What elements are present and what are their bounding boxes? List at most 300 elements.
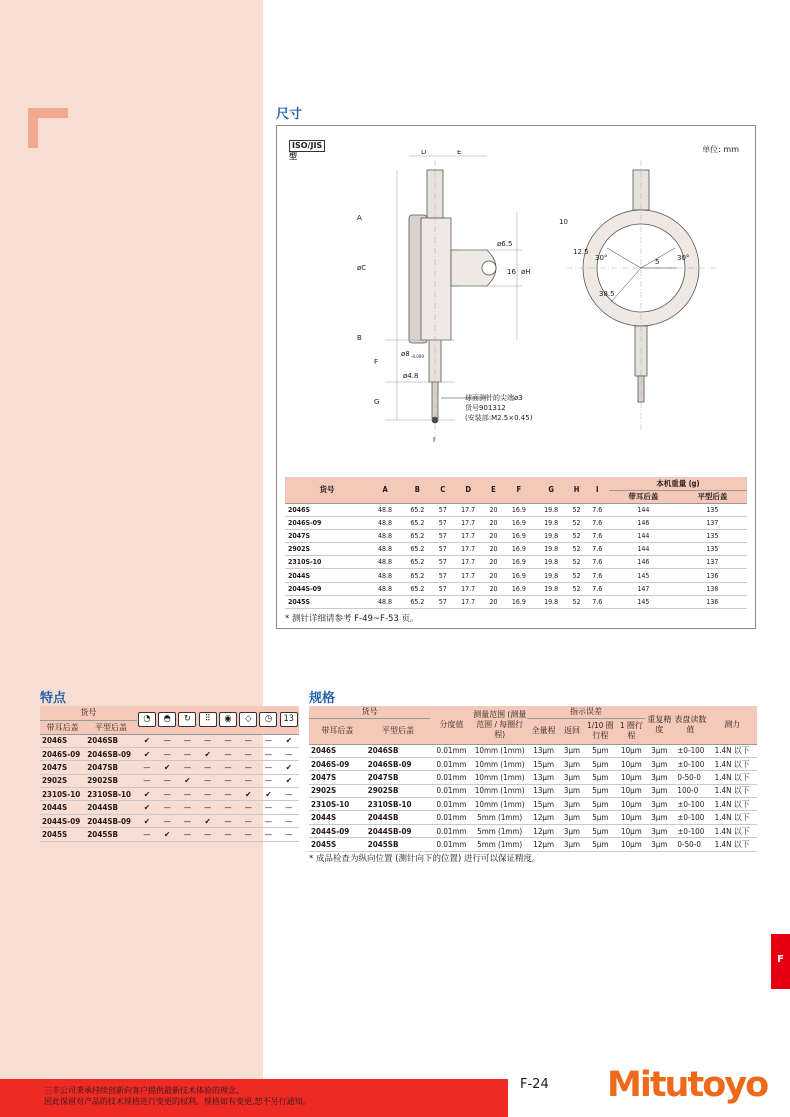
spec-table-row	[309, 824, 757, 837]
dim-table-row-cell: 57	[434, 529, 452, 542]
feat-table-row-cell: 2046S	[40, 734, 85, 747]
dimensions-note: * 测针详细请参考 F-49~F-53 页。	[285, 614, 419, 624]
dim-table-row-cell: 7.6	[586, 503, 609, 516]
feat-table-row-cell: —	[279, 747, 299, 760]
spec-header-return: 返回	[561, 718, 584, 744]
dim-16-label: 16	[507, 268, 516, 276]
spec-table-row-cell: 10µm	[617, 824, 645, 837]
spec-table-row-cell: 2310SB-10	[366, 798, 431, 811]
spec-table-row-cell: 3µm	[561, 744, 584, 757]
spec-table-row-cell: 10mm (1mm)	[473, 757, 527, 770]
dim-table-row-cell: 65.2	[401, 503, 433, 516]
feat-table-row-cell: —	[157, 747, 177, 760]
specs-note: * 成品检查为纵向位置 (测针向下的位置) 进行可以保证精度。	[309, 854, 541, 864]
specs-title: 规格	[309, 691, 336, 706]
dim-e-label: E	[457, 150, 462, 156]
spec-table-row-cell: 10mm (1mm)	[473, 771, 527, 784]
dim-table-row-cell: 7.6	[586, 569, 609, 582]
feat-table-row-cell: ✔	[157, 828, 177, 841]
front-view	[567, 160, 717, 430]
spec-table-row-cell: 3µm	[561, 784, 584, 797]
dim-table-row-cell: 2902S	[285, 543, 369, 556]
feat-icon-cell	[238, 706, 258, 734]
spec-header-code: 货号	[309, 706, 430, 718]
dim-phi48-label: ø4.8	[403, 372, 419, 380]
spec-header-error: 指示误差	[527, 706, 646, 718]
dim-table-row-cell: 16.9	[503, 503, 535, 516]
feat-table-row-cell: —	[218, 801, 238, 814]
feat-table-row-cell: —	[279, 788, 299, 801]
feat-table-row-cell: —	[157, 788, 177, 801]
feat-table-row-cell: —	[177, 747, 197, 760]
spec-table-row-cell: 2044SB	[366, 811, 431, 824]
dim-table-row-cell: 65.2	[401, 582, 433, 595]
dim-table-row-cell: 2044S-09	[285, 582, 369, 595]
dim-table-row-cell: 52	[567, 556, 585, 569]
feat-table-row-cell: —	[218, 734, 238, 747]
spec-table-row	[309, 771, 757, 784]
feat-table-row-cell: ✔	[157, 761, 177, 774]
feat-table-row-cell: —	[157, 774, 177, 787]
spec-table-row-cell: 3µm	[561, 824, 584, 837]
dim-table-row-cell: 52	[567, 543, 585, 556]
spec-table-row-cell: 5µm	[583, 744, 617, 757]
feat-table-row-cell: —	[137, 828, 157, 841]
body-side	[421, 218, 451, 340]
dim-table-row-cell: 20	[484, 516, 502, 529]
dim-table-row-cell: 137	[678, 516, 747, 529]
features-title: 特点	[40, 691, 67, 706]
spec-table-row	[309, 744, 757, 757]
dimensions-panel	[276, 125, 756, 629]
dim-f-label: F	[374, 358, 379, 366]
dim-table-row-cell: 57	[434, 543, 452, 556]
spec-header-full: 全量程	[527, 718, 561, 744]
note-part-number: 货号901312	[465, 404, 506, 412]
dim-table-row-cell: 48.8	[369, 516, 401, 529]
dim-table-row-cell: 17.7	[452, 569, 484, 582]
dim-table-row-cell: 20	[484, 503, 502, 516]
dim-table-row-cell: 57	[434, 503, 452, 516]
lug-hole	[482, 261, 496, 275]
spec-header-flat: 平型后盖	[366, 718, 431, 744]
spec-table-row-cell: 10mm (1mm)	[473, 744, 527, 757]
dim-table-row-cell: 17.7	[452, 543, 484, 556]
dial-face-icon: ◷	[259, 712, 277, 727]
dim-table-row-cell: 2310S-10	[285, 556, 369, 569]
spec-table-row-cell: 3µm	[645, 757, 673, 770]
spec-table-row-cell: 2045SB	[366, 838, 431, 851]
dim-table-row-cell: 48.8	[369, 569, 401, 582]
dim-header-code: 货号	[285, 477, 369, 503]
dim-header-a: A	[369, 477, 401, 503]
feat-table-row-cell: —	[177, 761, 197, 774]
rotate-icon: ↻	[178, 712, 196, 727]
spec-header-force: 测力	[707, 706, 757, 744]
dim-table-row-cell: 136	[678, 569, 747, 582]
feat-table-row-cell: —	[238, 761, 258, 774]
dim-phih-label: øH	[521, 268, 531, 276]
spec-table-row-cell: 2046SB	[366, 744, 431, 757]
dimensions-table-body	[285, 503, 747, 609]
spec-header-repeat: 重复精度	[645, 706, 673, 744]
dim-table-row-cell: 135	[678, 529, 747, 542]
spec-table-row-cell: 5µm	[583, 824, 617, 837]
spec-table-row-cell: 3µm	[561, 811, 584, 824]
spec-table-row-cell: 3µm	[645, 824, 673, 837]
spec-table-row-cell: 3µm	[645, 838, 673, 851]
dim-table-row-cell: 16.9	[503, 516, 535, 529]
dim-table-row-cell: 7.6	[586, 543, 609, 556]
dim-table-row-cell: 20	[484, 595, 502, 608]
dim-table-row-cell: 65.2	[401, 556, 433, 569]
dim-b-label: B	[357, 334, 362, 342]
feat-table-row-cell: —	[177, 734, 197, 747]
dim-header-e: E	[484, 477, 502, 503]
spec-header-tenth: 1/10 圈行程	[583, 718, 617, 744]
spec-table-row-cell: 3µm	[645, 784, 673, 797]
left-color-band	[0, 0, 263, 1117]
spec-table-row-cell: 3µm	[561, 757, 584, 770]
spec-table-row-cell: 3µm	[561, 771, 584, 784]
dim-table-row-cell: 19.8	[535, 503, 567, 516]
dim-table-row-cell: 137	[678, 556, 747, 569]
feat-table-row-cell: —	[198, 734, 218, 747]
dim-table-row-cell: 16.9	[503, 529, 535, 542]
spec-table-row-cell: 1.4N 以下	[707, 744, 757, 757]
feat-table-row-cell: —	[238, 801, 258, 814]
feat-table-row	[40, 761, 299, 774]
dim-table-row-cell: 48.8	[369, 582, 401, 595]
feat-table-row-cell: —	[157, 814, 177, 827]
feat-table-row-cell: 2044SB-09	[85, 814, 136, 827]
feat-table-row-cell: —	[218, 814, 238, 827]
spec-table-row-cell: 0.01mm	[430, 798, 472, 811]
feat-table-row-cell: —	[198, 761, 218, 774]
spec-table-row-cell: 0.01mm	[430, 784, 472, 797]
dim-table-row-cell: 57	[434, 556, 452, 569]
spec-table-row-cell: 5mm (1mm)	[473, 811, 527, 824]
feat-table-row-cell: —	[137, 774, 157, 787]
feat-table-row-cell: —	[258, 801, 278, 814]
spec-table-row-cell: 5µm	[583, 771, 617, 784]
dim-table-row-cell: 52	[567, 582, 585, 595]
spec-table-row-cell: 5mm (1mm)	[473, 824, 527, 837]
spec-table-row	[309, 784, 757, 797]
dim-table-row-cell: 52	[567, 503, 585, 516]
feat-table-row-cell: 2046SB-09	[85, 747, 136, 760]
specs-table	[309, 706, 757, 852]
feat-table-row-cell: 2310S-10	[40, 788, 85, 801]
feat-table-row-cell: —	[238, 814, 258, 827]
feat-table-row-cell: —	[238, 774, 258, 787]
feat-icon-cell	[198, 706, 218, 734]
feat-table-row-cell: —	[177, 801, 197, 814]
feat-table-row-cell: —	[157, 734, 177, 747]
front-dim-10: 10	[559, 218, 568, 226]
mitutoyo-logo: Mitutoyo	[607, 1065, 768, 1105]
feat-table-row-cell: —	[279, 801, 299, 814]
feat-table-row-cell: 2046S-09	[40, 747, 85, 760]
dim-table-row-cell: 2044S	[285, 569, 369, 582]
dim-table-row-cell: 135	[678, 503, 747, 516]
feat-header-flat: 平型后盖	[85, 720, 136, 734]
spec-table-row-cell: 3µm	[645, 771, 673, 784]
spec-table-row-cell: 3µm	[645, 798, 673, 811]
spec-table-row-cell: 10µm	[617, 811, 645, 824]
spec-table-row-cell: 0.01mm	[430, 838, 472, 851]
feat-table-row	[40, 788, 299, 801]
features-table-body	[40, 734, 299, 841]
gauge-icon: ◔	[138, 712, 156, 727]
feat-table-row-cell: —	[218, 774, 238, 787]
feat-table-row-cell: —	[258, 774, 278, 787]
feat-table-row-cell: 2310SB-10	[85, 788, 136, 801]
dim-table-row-cell: 48.8	[369, 595, 401, 608]
feat-header-code: 货号	[40, 706, 137, 720]
dim-table-row-cell: 19.8	[535, 516, 567, 529]
spec-table-row-cell: 15µm	[527, 757, 561, 770]
spec-table-row-cell: 5µm	[583, 798, 617, 811]
dim-table-row-cell: 48.8	[369, 543, 401, 556]
feat-icon-cell	[137, 706, 157, 734]
spec-table-row-cell: 13µm	[527, 744, 561, 757]
spec-header-grad: 分度值	[430, 706, 472, 744]
dim-header-weight: 本机重量 (g)	[609, 477, 747, 490]
spec-table-row-cell: 3µm	[561, 798, 584, 811]
feat-table-row-cell: —	[198, 801, 218, 814]
dim-table-row	[285, 595, 747, 608]
feat-table-row-cell: ✔	[137, 814, 157, 827]
feat-table-row-cell: ✔	[258, 788, 278, 801]
footer-line-1: 三丰公司秉承持续创新向客户提供最新技术体验的理念,	[44, 1086, 239, 1095]
feat-table-row-cell: —	[198, 774, 218, 787]
spec-header-dial: 表盘读数值	[673, 706, 707, 744]
feat-icon-cell	[279, 706, 299, 734]
spec-table-row-cell: 1.4N 以下	[707, 784, 757, 797]
feat-table-row	[40, 747, 299, 760]
feat-table-row-cell: 2044S-09	[40, 814, 85, 827]
feat-table-row-cell: —	[198, 828, 218, 841]
spec-table-row-cell: 0.01mm	[430, 824, 472, 837]
dim-table-row-cell: 7.6	[586, 556, 609, 569]
spec-table-row-cell: 2046S	[309, 744, 366, 757]
dim-table-row-cell: 52	[567, 516, 585, 529]
spec-table-row-cell: 100-0	[673, 784, 707, 797]
note-ball-tip: 球面测针的尖端ø3	[465, 394, 523, 402]
feat-table-row-cell: ✔	[279, 774, 299, 787]
feat-table-row-cell: —	[157, 801, 177, 814]
spec-table-row-cell: 2044S	[309, 811, 366, 824]
feat-table-row-cell: —	[177, 828, 197, 841]
dim-table-row-cell: 19.8	[535, 543, 567, 556]
feat-table-row-cell: —	[238, 734, 258, 747]
feat-table-row-cell: ✔	[238, 788, 258, 801]
feat-table-row-cell: ✔	[198, 747, 218, 760]
dim-table-row-cell: 16.9	[503, 543, 535, 556]
spec-table-row-cell: 10µm	[617, 771, 645, 784]
features-table	[40, 706, 299, 842]
feat-table-row	[40, 828, 299, 841]
dim-table-row-cell: 16.9	[503, 556, 535, 569]
spec-header-eared: 带耳后盖	[309, 718, 366, 744]
dim-table-row-cell: 57	[434, 595, 452, 608]
dim-table-row-cell: 19.8	[535, 529, 567, 542]
feat-table-row-cell: —	[218, 828, 238, 841]
dim-table-row-cell: 20	[484, 543, 502, 556]
feat-table-row-cell: —	[238, 828, 258, 841]
dim-table-row-cell: 19.8	[535, 569, 567, 582]
spec-table-row-cell: 10µm	[617, 757, 645, 770]
spec-table-row-cell: 2044SB-09	[366, 824, 431, 837]
dim-header-c: C	[434, 477, 452, 503]
spec-table-row-cell: 0.01mm	[430, 757, 472, 770]
spec-table-row	[309, 811, 757, 824]
feat-table-row	[40, 734, 299, 747]
footer-line-2: 因此保留对产品的技术规格进行变更的权利。规格如有变更,恕不另行通知。	[44, 1097, 311, 1106]
dim-table-row-cell: 2046S	[285, 503, 369, 516]
spec-table-row-cell: 3µm	[561, 838, 584, 851]
spec-table-row-cell: 13µm	[527, 771, 561, 784]
feat-table-row-cell: ✔	[198, 814, 218, 827]
front-dim-5: 5	[655, 258, 660, 266]
corner-bracket-mark	[28, 108, 68, 148]
dim-header-i: I	[586, 477, 609, 503]
dim-table-row-cell: 65.2	[401, 529, 433, 542]
gauge-range-icon: ◓	[158, 712, 176, 727]
dim-header-h: H	[567, 477, 585, 503]
dim-table-row-cell: 57	[434, 582, 452, 595]
page-number: F-24	[520, 1077, 549, 1092]
dim-table-row-cell: 17.7	[452, 595, 484, 608]
dim-table-row-cell: 147	[609, 582, 678, 595]
dim-table-row-cell: 146	[609, 516, 678, 529]
dim-table-row-cell: 20	[484, 556, 502, 569]
feat-table-row-cell: 2902SB	[85, 774, 136, 787]
spec-table-row-cell: 1.4N 以下	[707, 838, 757, 851]
dim-header-weight-flat: 平型后盖	[678, 490, 747, 503]
dim-c-label: øC	[357, 264, 367, 272]
feat-table-row-cell: 2044S	[40, 801, 85, 814]
dim-phi65-label: ø6.5	[497, 240, 513, 248]
dial-icon: ◉	[219, 712, 237, 727]
spec-table-row-cell: 10µm	[617, 798, 645, 811]
dim-table-row-cell: 17.7	[452, 503, 484, 516]
type-label: 型	[289, 152, 297, 161]
dim-table-row-cell: 145	[609, 595, 678, 608]
front-radius-125: 12.5	[573, 248, 589, 256]
dim-header-d: D	[452, 477, 484, 503]
note-thread: (安装部:M2.5×0.45)	[465, 414, 533, 422]
spec-table-row-cell: 2047S	[309, 771, 366, 784]
spec-table-row-cell: ±0-100	[673, 744, 707, 757]
dim-table-row	[285, 556, 747, 569]
spec-table-row-cell: 15µm	[527, 798, 561, 811]
front-angle-left: 30°	[595, 254, 608, 262]
spec-table-row-cell: 0.01mm	[430, 811, 472, 824]
feat-table-row-cell: —	[218, 761, 238, 774]
count-13-icon: 13	[280, 712, 298, 727]
dim-table-row-cell: 19.8	[535, 595, 567, 608]
dim-header-weight-eared: 带耳后盖	[609, 490, 678, 503]
feat-table-row-cell: 2046SB	[85, 734, 136, 747]
feat-table-row-cell: ✔	[137, 801, 157, 814]
feat-table-row-cell: ✔	[137, 734, 157, 747]
dim-table-row-cell: 52	[567, 529, 585, 542]
feat-icon-cell	[218, 706, 238, 734]
spec-table-row-cell: 10mm (1mm)	[473, 798, 527, 811]
dim-table-row-cell: 2047S	[285, 529, 369, 542]
specs-table-body	[309, 744, 757, 851]
dim-header-f: F	[503, 477, 535, 503]
spec-table-row-cell: 0.01mm	[430, 771, 472, 784]
dial-gauge-drawing	[337, 150, 737, 460]
dim-table-row-cell: 19.8	[535, 582, 567, 595]
feat-table-row-cell: ✔	[279, 734, 299, 747]
dim-table-row-cell: 7.6	[586, 516, 609, 529]
dim-table-row-cell: 138	[678, 582, 747, 595]
feat-table-row-cell: —	[258, 747, 278, 760]
feat-table-row	[40, 801, 299, 814]
dim-table-row-cell: 136	[678, 595, 747, 608]
feat-table-row-cell: —	[218, 747, 238, 760]
spec-table-row-cell: 5µm	[583, 811, 617, 824]
dim-table-row	[285, 569, 747, 582]
spec-table-row-cell: 2902S	[309, 784, 366, 797]
dim-table-row-cell: 52	[567, 569, 585, 582]
dim-table-row-cell: 7.6	[586, 529, 609, 542]
section-side-tab: F	[771, 934, 790, 989]
feat-table-row-cell: —	[177, 814, 197, 827]
dots-icon: ⠿	[199, 712, 217, 727]
feat-icon-cell	[177, 706, 197, 734]
spec-table-row-cell: 10µm	[617, 784, 645, 797]
dimensions-title: 尺寸	[276, 107, 303, 122]
spec-table-row	[309, 838, 757, 851]
feat-table-row-cell: —	[279, 814, 299, 827]
spec-table-row-cell: 1.4N 以下	[707, 771, 757, 784]
spec-table-row-cell: 10µm	[617, 838, 645, 851]
dim-table-row-cell: 7.6	[586, 582, 609, 595]
dim-table-row	[285, 516, 747, 529]
dim-a-label: A	[357, 214, 362, 222]
spec-table-row-cell: 0.01mm	[430, 744, 472, 757]
feat-table-row-cell: ✔	[177, 774, 197, 787]
dim-header-g: G	[535, 477, 567, 503]
spec-table-row-cell: ±0-100	[673, 798, 707, 811]
dim-table-row-cell: 65.2	[401, 569, 433, 582]
dim-table-row-cell: 16.9	[503, 569, 535, 582]
feat-table-row-cell: —	[177, 788, 197, 801]
dim-phi8-label: ø8	[401, 350, 410, 358]
dim-table-row-cell: 48.8	[369, 556, 401, 569]
spec-table-row-cell: ±0-100	[673, 811, 707, 824]
iso-jis-tag: ISO/JIS	[289, 140, 325, 152]
dimensions-table	[285, 477, 747, 609]
spec-table-row-cell: 1.4N 以下	[707, 798, 757, 811]
dim-table-row-cell: 17.7	[452, 556, 484, 569]
dim-table-row-cell: 16.9	[503, 582, 535, 595]
feat-table-row-cell: ✔	[137, 788, 157, 801]
spec-table-row-cell: 3µm	[645, 811, 673, 824]
dim-phi8-tolerance: -0.009	[411, 354, 424, 359]
spec-table-row-cell: 1.4N 以下	[707, 811, 757, 824]
dim-table-row-cell: 65.2	[401, 543, 433, 556]
front-radius-385: 38.5	[599, 290, 615, 298]
feat-table-row-cell: —	[238, 747, 258, 760]
feat-icon-cell	[157, 706, 177, 734]
footer-disclaimer	[44, 1085, 311, 1107]
